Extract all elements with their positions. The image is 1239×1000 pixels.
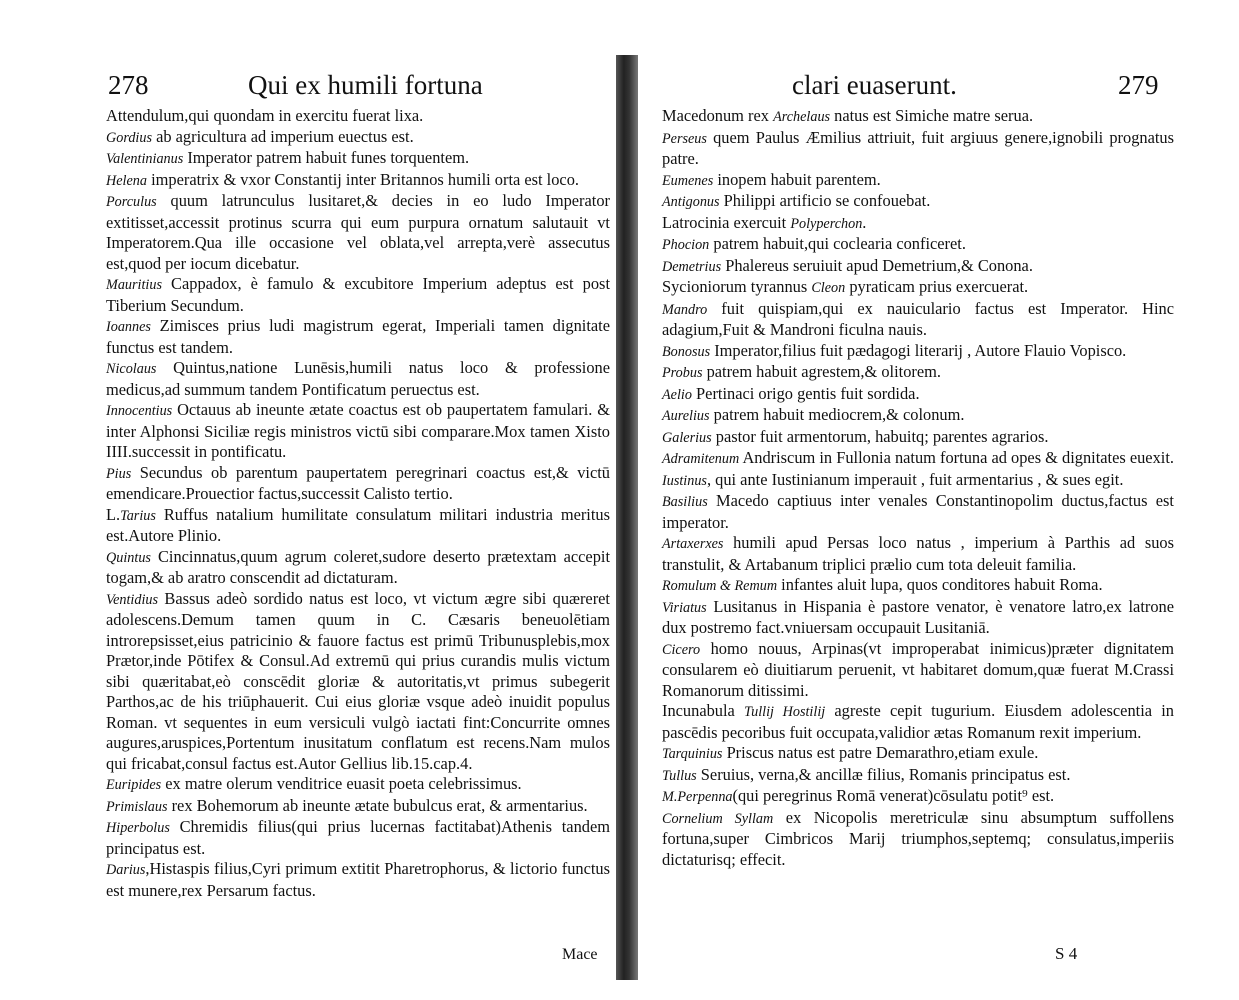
entry-name: M.Perpenna — [662, 789, 733, 805]
entry-text: Cappadox, è famulo & excubitore Imperium adeptus est post Tiberium Secundum. — [106, 274, 610, 315]
entry-name: Gordius — [106, 129, 152, 146]
entry-name: Innocentius — [106, 403, 173, 419]
entry-text: pastor fuit armentorum, habuitq; parentes agrarios. — [711, 426, 1049, 446]
entry-name: Ventidius — [106, 591, 159, 608]
entry-text: Imperator,filius fuit pædagogi literarij , Autore Flauio Vopisco. — [710, 340, 1127, 360]
entry — [106, 774, 610, 796]
entry-name: Euripides — [106, 777, 162, 793]
entry — [662, 256, 1174, 278]
entry — [106, 191, 610, 274]
running-title: Qui ex humili fortuna — [248, 70, 483, 100]
entry-name: Phocion — [662, 237, 710, 253]
entry-text: ,Histaspis filius,Cyri primum extitit Pharetrophorus, & lictorio functus est munere,rex Persarum factus. — [106, 859, 610, 900]
entry-text: ex matre olerum venditrice euasit poeta celebrissimus. — [161, 774, 522, 793]
entry — [662, 448, 1174, 470]
entry-text: Macedo captiuus inter venales Constantinopolim ductus,factus est imperator. — [662, 491, 1174, 532]
entry — [106, 589, 610, 775]
entry — [662, 786, 1174, 808]
entry — [662, 701, 1174, 743]
entry-name: Adramitenum — [662, 451, 740, 467]
entry-name: Perseus — [662, 130, 707, 147]
entry-name: Eumenes — [662, 172, 714, 189]
entry-name: Basilius — [662, 494, 708, 510]
entry-text: Lusitanus in Hispania è pastore venator, è venatore latro,ex latrone dux postremo fact.vniuersam occupauit Lusitaniā. — [662, 596, 1174, 637]
entry — [662, 191, 1174, 213]
entry-text: Cincinnatus,quum agrum coleret,sudore deserto prætextam accepit togam,& ab aratro conscendit ad dictaturam. — [106, 546, 610, 587]
entry-name: Tullus — [662, 767, 697, 784]
entry-name: Iustinus — [662, 472, 707, 489]
entry — [662, 213, 1174, 235]
running-title: clari euaserunt. — [792, 70, 957, 100]
entry — [662, 597, 1174, 639]
entry — [106, 170, 610, 192]
entry — [662, 743, 1174, 765]
entry — [106, 316, 610, 358]
entry-name: Demetrius — [662, 258, 722, 275]
entry-name: Tarius — [120, 507, 156, 524]
entry-text: patrem habuit,qui coclearia conficeret. — [709, 234, 966, 253]
entry-name: Nicolaus — [106, 361, 157, 377]
entry-text: fuit quispiam,qui ex nauiculario factus est Imperator. Hinc adagium,Fuit & Mandroni ficulna nauis. — [662, 298, 1174, 339]
page-number: 278 — [108, 70, 149, 100]
entry-text: imperatrix & vxor Constantij inter Britannos humili orta est loco. — [146, 169, 579, 189]
entry-text: Chremidis filius(qui prius lucernas factitabat)Athenis tandem principatus est. — [106, 817, 610, 858]
entry-text: Latrocinia exercuit — [662, 212, 791, 232]
entry-text: Zimisces prius ludi magistrum egerat, Imperiali tamen dignitate functus est tandem. — [106, 316, 610, 357]
entry — [662, 491, 1174, 533]
entry-text: ex Nicopolis meretriculæ sinu absumptum suffollens fortuna,super Cimbricos Marij triumphos,septemq; consulatus,imperiis dictaturisq; effecit. — [662, 807, 1175, 869]
entry-name: Cleon — [811, 280, 846, 296]
entry-name: Aelio — [662, 386, 692, 403]
entry — [662, 808, 1174, 871]
entry-name: Cicero — [662, 641, 701, 658]
entry — [106, 127, 610, 149]
entry-name: Darius — [106, 862, 146, 878]
entry — [662, 384, 1174, 406]
entry-text: Philippi artificio se confouebat. — [719, 191, 931, 210]
entry — [662, 128, 1174, 170]
entry-text: Quintus,natione Lunēsis,humili natus loco & professione medicus,ad summum tandem Pontificatum peruectus est. — [106, 358, 610, 399]
entry-text: agreste cepit tugurium. Eiusdem adolescentia in pascēdis pecoribus fuit occupata,validior ætas Romanum rexit imperium. — [662, 701, 1174, 742]
entry — [662, 575, 1174, 597]
entry — [662, 765, 1174, 787]
entry-name: Hiperbolus — [106, 820, 170, 836]
entry-name: Artaxerxes — [662, 536, 724, 552]
entry — [106, 358, 610, 400]
entry-text: Andriscum in Fullonia natum fortuna ad opes & dignitates euexit. — [739, 448, 1174, 467]
entry — [106, 463, 610, 505]
entry-text: Imperator patrem habuit funes torquentem. — [183, 148, 470, 167]
entry — [662, 362, 1174, 384]
entry — [106, 106, 610, 127]
entry-list — [662, 106, 1174, 870]
entry-name: Helena — [106, 172, 147, 189]
entry-text: Seruius, verna,& ancillæ filius, Romanis principatus est. — [696, 764, 1071, 784]
entry — [106, 859, 610, 901]
entry-name: Viriatus — [662, 599, 707, 616]
entry — [106, 148, 610, 170]
entry-name: Quintus — [106, 549, 151, 566]
entry — [662, 470, 1174, 492]
entry-text: homo nouus, Arpinas(vt improperabat inimicus)præter dignitatem consularem eò diuitiarum peruenit, vt habitaret domum,quæ fuerat M.Crassi Romanorum ditissimi. — [662, 638, 1174, 700]
entry-text: patrem habuit agrestem,& olitorem. — [702, 362, 941, 381]
entry-text: Sycioniorum tyrannus — [662, 277, 812, 296]
entry-name: Bonosus — [662, 343, 711, 360]
entry — [106, 505, 610, 547]
entry — [106, 817, 610, 859]
entry-name: Romulum & Remum — [662, 578, 778, 594]
signature-mark: S 4 — [1055, 944, 1078, 963]
entry-name: Ioannes — [106, 319, 151, 335]
entry — [662, 533, 1174, 575]
entry-name: Cornelium Syllam — [662, 810, 774, 827]
entry-name: Mandro — [662, 301, 708, 318]
entry — [106, 796, 610, 818]
entry-text: Octauus ab ineunte ætate coactus est ob paupertatem famulari. & inter Alphonsi Siciliæ regis ministros victū sibi comparare.Mox tamen Xisto IIII.successit in pontificatu. — [106, 400, 610, 461]
entry-text: Bassus adeò sordido natus est loco, vt victum ægre sibi quæreret adolescens.Demum tamen quum in C. Cæsaris beneuolētiam introrepsisset,eius patricinio & fauore factus est primū Tribunusplebis,mox Prætor,inde Pōtifex & Consul.Ad extremū qui prius curandis mulis victum sibi quæritabat,eò conscēdit gloriæ & autoritatis,vt primus subegerit Parthos,ac de his triūphauerit. Cui eius gloriæ vsque adeò inuidit populus Roman. vt sequentes in eum versiculi vulgò iactati fint:Concurrite omnes augures,aruspices,Portentum inusitatum conflatum est recens.Nam mulos qui fricabat,consul factus est.Autor Gellius lib.15.cap.4. — [106, 588, 610, 773]
entry-text: ab agricultura ad imperium euectus est. — [151, 126, 414, 146]
entry-text: Incunabula — [662, 701, 745, 720]
right-page — [630, 0, 1239, 1000]
entry — [662, 170, 1174, 192]
entry-name: Probus — [662, 365, 703, 381]
entry — [662, 234, 1174, 256]
entry-text: L. — [106, 504, 121, 524]
entry — [662, 427, 1174, 449]
entry-name: Archelaus — [773, 109, 831, 125]
entry — [106, 547, 610, 589]
entry-name: Polyperchon — [790, 215, 863, 232]
entry — [662, 277, 1174, 299]
entry-name: Aurelius — [662, 408, 710, 424]
entry-text: (qui peregrinus Romā venerat)cōsulatu potit⁹ est. — [732, 786, 1055, 805]
entry-name: Porculus — [106, 194, 157, 210]
entry-text: Secundus ob parentum paupertatem peregrinari coactus est,& victū emendicare.Prouectior factus,successit Calisto tertio. — [106, 462, 610, 503]
entry-name: Valentinianus — [106, 151, 184, 167]
entry-name: Tarquinius — [662, 746, 723, 762]
catchword: Mace — [562, 946, 598, 963]
entry-text: . — [862, 212, 867, 232]
entry-text: , qui ante Iustinianum imperauit , fuit armentarius , & sues egit. — [706, 469, 1124, 489]
entry — [662, 639, 1174, 702]
entry-text: patrem habuit mediocrem,& colonum. — [709, 405, 965, 424]
entry-list — [106, 106, 610, 901]
entry — [662, 299, 1174, 341]
entry-name: Primislaus — [106, 798, 168, 815]
entry — [106, 274, 610, 316]
entry-text: pyraticam prius exercuerat. — [845, 277, 1029, 296]
entry-text: Macedonum rex — [662, 106, 774, 125]
entry — [106, 400, 610, 463]
entry-text: humili apud Persas loco natus , imperium à Parthis ad suos transtulit, & Artabanum triplici prælio cum tota deleuit familia. — [662, 533, 1174, 574]
entry-text: Ruffus natalium humilitate consulatum militari industria meritus est.Autore Plinio. — [106, 504, 610, 545]
entry-text: quum latrunculus lusitaret,& decies in eo ludo Imperator extitisset,accessit protinus scurra qui eum purpura ornatum salutauit vt Imperatorem.Qua ille occasione vel oblata,vel arrepta,verè assecutus est,quod per iocum dicebatur. — [106, 191, 610, 273]
entry-text: infantes aluit lupa, quos conditores habuit Roma. — [777, 575, 1103, 594]
entry-text: natus est Simiche matre serua. — [830, 106, 1034, 125]
entry-text: Priscus natus est patre Demarathro,etiam exule. — [722, 743, 1039, 762]
entry-text: Phalereus seruiuit apud Demetrium,& Conona. — [721, 255, 1033, 275]
entry-name: Tullij Hostilij — [744, 704, 826, 720]
entry-text: inopem habuit parentem. — [713, 169, 881, 189]
entry-text: rex Bohemorum ab ineunte ætate bubulcus erat, & armentarius. — [167, 795, 588, 815]
entry-text: Attendulum,qui quondam in exercitu fuerat lixa. — [106, 106, 424, 125]
entry — [662, 405, 1174, 427]
entry-name: Pius — [106, 465, 132, 482]
entry — [662, 341, 1174, 363]
entry-text: Pertinaci origo gentis fuit sordida. — [691, 383, 920, 403]
entry-text: quem Paulus Æmilius attriuit, fuit argiuus genere,ignobili prognatus patre. — [662, 127, 1174, 168]
entry — [662, 106, 1174, 128]
entry-name: Antigonus — [662, 194, 720, 210]
entry-name: Mauritius — [106, 277, 162, 293]
entry-name: Galerius — [662, 429, 712, 446]
page-number: 279 — [1118, 70, 1159, 100]
